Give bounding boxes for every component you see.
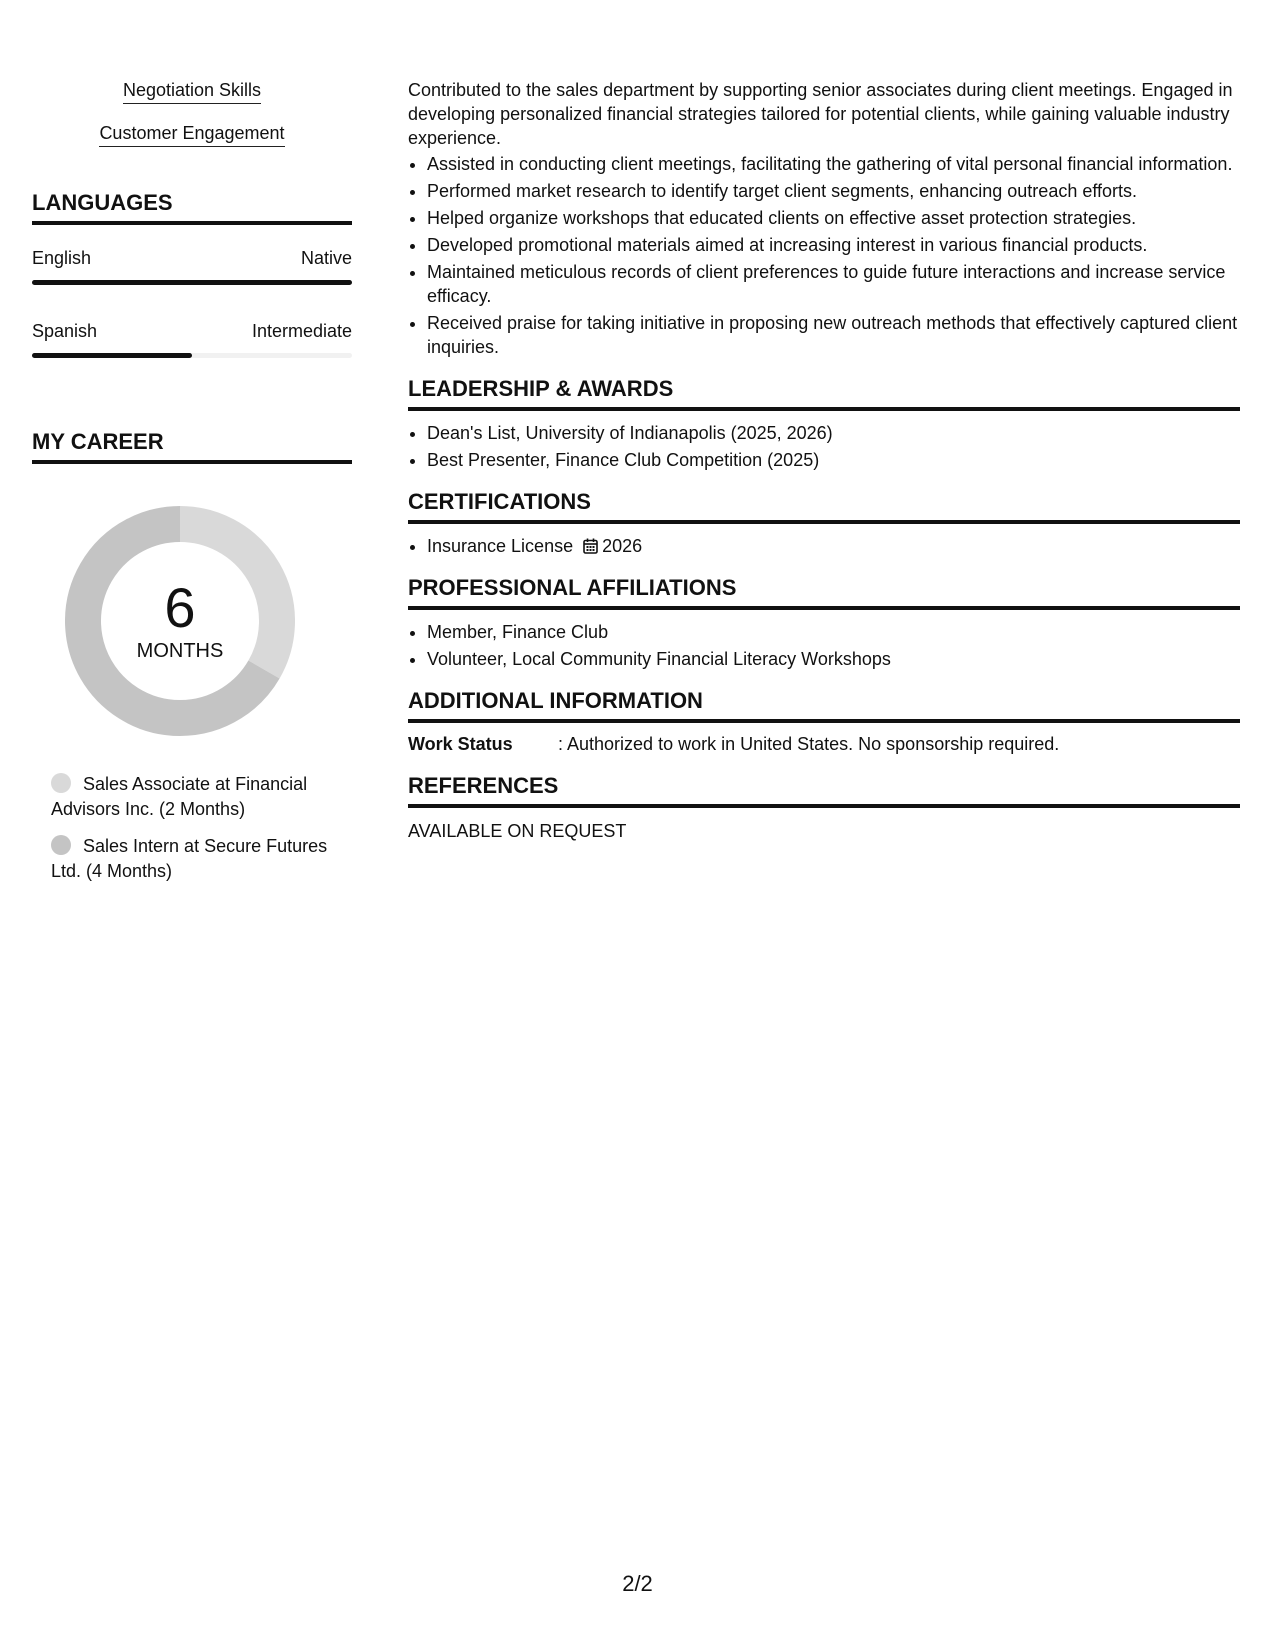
language-item xyxy=(32,247,352,285)
left-column xyxy=(32,78,352,896)
list-item: • Dean's List, University of Indianapolis (2025, 2026) xyxy=(427,421,1240,445)
language-item xyxy=(32,320,352,358)
language-level: Intermediate xyxy=(251,321,352,341)
list-item: • Volunteer, Local Community Financial Literacy Workshops xyxy=(427,647,1240,671)
language-proficiency-fill xyxy=(32,280,352,285)
calendar-icon xyxy=(583,538,598,554)
languages-heading: LANGUAGES xyxy=(32,189,352,225)
certification-year: 2026 xyxy=(602,536,643,556)
work-status-label: Work Status xyxy=(408,734,513,754)
list-item xyxy=(427,534,1240,558)
list-item: • Member, Finance Club xyxy=(427,620,1240,644)
experience-bullets xyxy=(408,152,1240,359)
affiliations-section xyxy=(408,574,1240,671)
list-item: • Performed market research to identify target client segments, enhancing outreach efforts. xyxy=(427,179,1240,203)
page-number: 2/2 xyxy=(622,1571,653,1596)
language-proficiency-fill xyxy=(32,353,192,358)
work-status-row xyxy=(408,732,1240,756)
language-proficiency-bar xyxy=(32,280,352,285)
career-legend-item: Sales Intern at Secure Futures Ltd. (4 Months) xyxy=(51,836,328,881)
list-item: • Maintained meticulous records of client preferences to guide future interactions and increase service efficacy. xyxy=(427,260,1240,308)
certifications-section xyxy=(408,488,1240,558)
right-column xyxy=(408,78,1240,843)
legend-dot xyxy=(51,835,71,855)
experience-summary: Contributed to the sales department by supporting senior associates during client meetings. Engaged in developing personalized financial strategies tailored for potential clients, while gaining valuable industry experience. xyxy=(408,80,1233,148)
list-item: • Best Presenter, Finance Club Competition (2025) xyxy=(427,448,1240,472)
career-donut-chart xyxy=(65,506,295,736)
career-total-unit: MONTHS xyxy=(136,640,224,662)
skill-item: Negotiation Skills xyxy=(32,78,352,104)
career-legend-item: Sales Associate at Financial Advisors Inc. (2 Months) xyxy=(51,774,308,819)
certification-name: Insurance License xyxy=(427,536,574,556)
additional-info-heading: ADDITIONAL INFORMATION xyxy=(408,687,1240,723)
career-legend xyxy=(51,772,341,884)
references-section xyxy=(408,772,1240,843)
skill-item: Customer Engagement xyxy=(32,121,352,147)
references-text: AVAILABLE ON REQUEST xyxy=(408,821,627,841)
language-level: Native xyxy=(300,248,352,268)
language-proficiency-bar xyxy=(32,353,352,358)
list-item: • Developed promotional materials aimed at increasing interest in various financial products. xyxy=(427,233,1240,257)
language-name: English xyxy=(32,248,92,268)
list-item: • Received praise for taking initiative in proposing new outreach methods that effectively captured client inquiries. xyxy=(427,311,1240,359)
career-heading: MY CAREER xyxy=(32,428,352,464)
references-heading: REFERENCES xyxy=(408,772,1240,808)
career-total-value: 6 xyxy=(164,576,196,639)
additional-info-section xyxy=(408,687,1240,756)
affiliations-heading: PROFESSIONAL AFFILIATIONS xyxy=(408,574,1240,610)
list-item: • Assisted in conducting client meetings, facilitating the gathering of vital personal financial information. xyxy=(427,152,1240,176)
language-name: Spanish xyxy=(32,321,98,341)
list-item: • Helped organize workshops that educated clients on effective asset protection strategies. xyxy=(427,206,1240,230)
leadership-heading: LEADERSHIP & AWARDS xyxy=(408,375,1240,411)
certifications-heading: CERTIFICATIONS xyxy=(408,488,1240,524)
legend-dot xyxy=(51,773,71,793)
leadership-section xyxy=(408,375,1240,472)
work-status-value: : Authorized to work in United States. No sponsorship required. xyxy=(558,734,1060,754)
